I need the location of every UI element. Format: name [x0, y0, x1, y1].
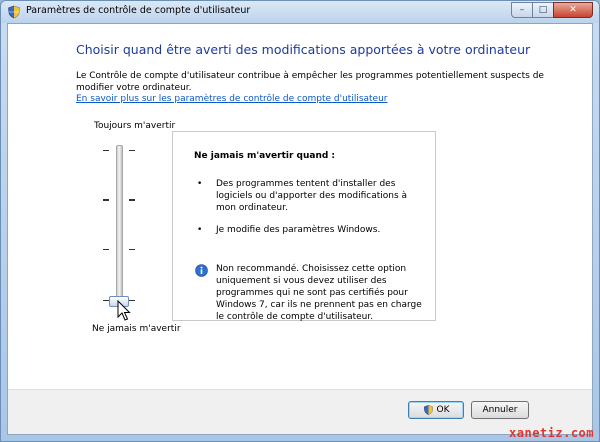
title-bar[interactable]	[1, 1, 599, 23]
window-controls	[512, 2, 593, 20]
list-item: • Je modifie des paramètres Windows.	[194, 224, 424, 236]
warning-note: Non recommandé. Choisissez cette option uniquement si vous devez utiliser des programmes qui ne sont pas certifiés pour Windows 7, car ils ne prennent pas en charge le contrôle de compte d'utilisateur.	[216, 264, 422, 322]
cancel-button-label: Annuler	[482, 405, 518, 415]
ok-button[interactable]	[408, 401, 464, 419]
learn-more-link[interactable]: En savoir plus sur les paramètres de contrôle de compte d'utilisateur	[76, 94, 388, 104]
slider-label-top: Toujours m'avertir	[94, 121, 176, 131]
ok-button-label: OK	[436, 405, 450, 415]
slider-tick	[129, 249, 135, 250]
mouse-pointer-icon	[117, 300, 131, 322]
page-title: Choisir quand être averti des modifications apportées à votre ordinateur	[76, 42, 531, 57]
uac-shield-icon	[7, 5, 21, 19]
slider-tick	[129, 199, 135, 201]
slider-label-bottom: Ne jamais m'avertir	[92, 324, 181, 334]
cancel-button[interactable]	[471, 401, 529, 419]
dialog-content	[7, 23, 593, 435]
list-item: • Des programmes tentent d'installer des logiciels ou d'apporter des modifications à mon ordinateur.	[194, 178, 424, 214]
minimize-button[interactable]: –	[511, 2, 533, 18]
maximize-button[interactable]: □	[532, 2, 554, 18]
slider-tick	[103, 150, 109, 151]
uac-level-slider[interactable]	[116, 145, 123, 307]
panel-title: Ne jamais m'avertir quand :	[194, 151, 336, 161]
uac-shield-icon	[423, 404, 434, 416]
button-bar	[8, 389, 592, 434]
slider-tick	[103, 249, 109, 250]
notification-list	[194, 178, 424, 246]
close-button[interactable]: ✕	[553, 2, 593, 18]
level-description-panel	[172, 131, 436, 321]
watermark: xanetiz.com	[509, 426, 594, 440]
info-icon	[195, 264, 208, 277]
slider-tick	[129, 150, 135, 151]
description-text: Le Contrôle de compte d'utilisateur contribue à empêcher les programmes potentiellement suspects de modifier votre ordinateur.	[76, 71, 544, 93]
slider-tick	[103, 199, 109, 201]
window-title: Paramètres de contrôle de compte d'utilisateur	[26, 5, 251, 16]
